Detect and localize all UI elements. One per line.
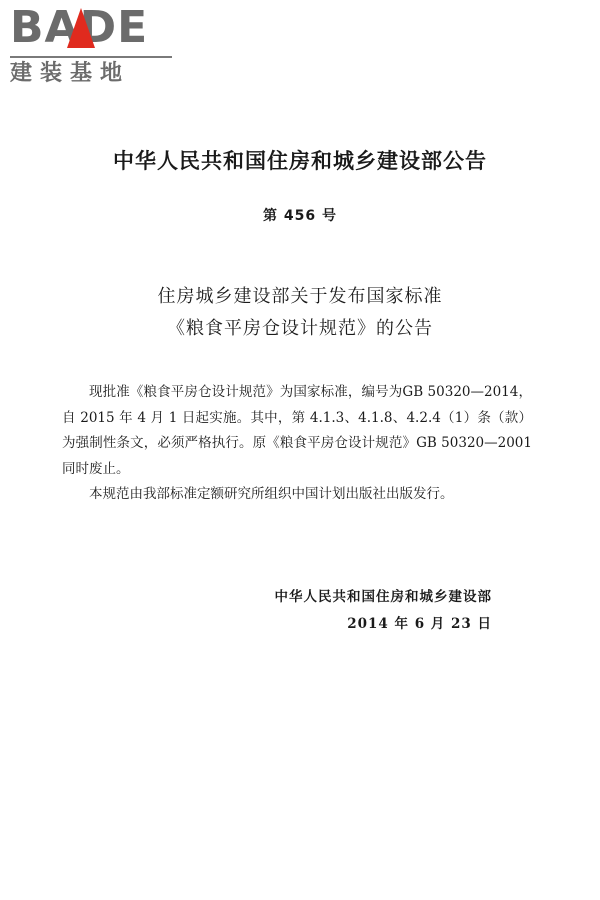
notice-title: 中华人民共和国住房和城乡建设部公告: [113, 149, 487, 173]
notice-paragraph-approval: 现批准《粮食平房仓设计规范》为国家标准，编号为GB 50320—2014，自 2015 年 4 月 1 日起实施。其中，第 4.1.3、4.1.8、4.2.4（1）条（款）为强制性条文，必须严格执行。原《粮食平房仓设计规范》GB 50320—2001 同时废止。: [62, 384, 532, 477]
notice-subtitle-line2: 《粮食平房仓设计规范》的公告: [167, 318, 433, 339]
notice-body: [62, 380, 532, 508]
notice-paragraph-publishing: 本规范由我部标准定额研究所组织中国计划出版社出版发行。: [89, 486, 454, 502]
signature-organization: 中华人民共和国住房和城乡建设部: [274, 589, 492, 605]
logo-triangle-icon: [67, 8, 95, 48]
logo-divider: [10, 56, 172, 58]
notice-number: 第 456 号: [263, 208, 337, 224]
logo-subtitle: 建装基地: [10, 61, 131, 86]
logo-wordmark: BADE: [10, 2, 149, 53]
notice-subtitle-line1: 住房城乡建设部关于发布国家标准: [157, 286, 443, 307]
signature-date: 2014 年 6 月 23 日: [347, 616, 492, 632]
bade-logo: [10, 4, 175, 86]
